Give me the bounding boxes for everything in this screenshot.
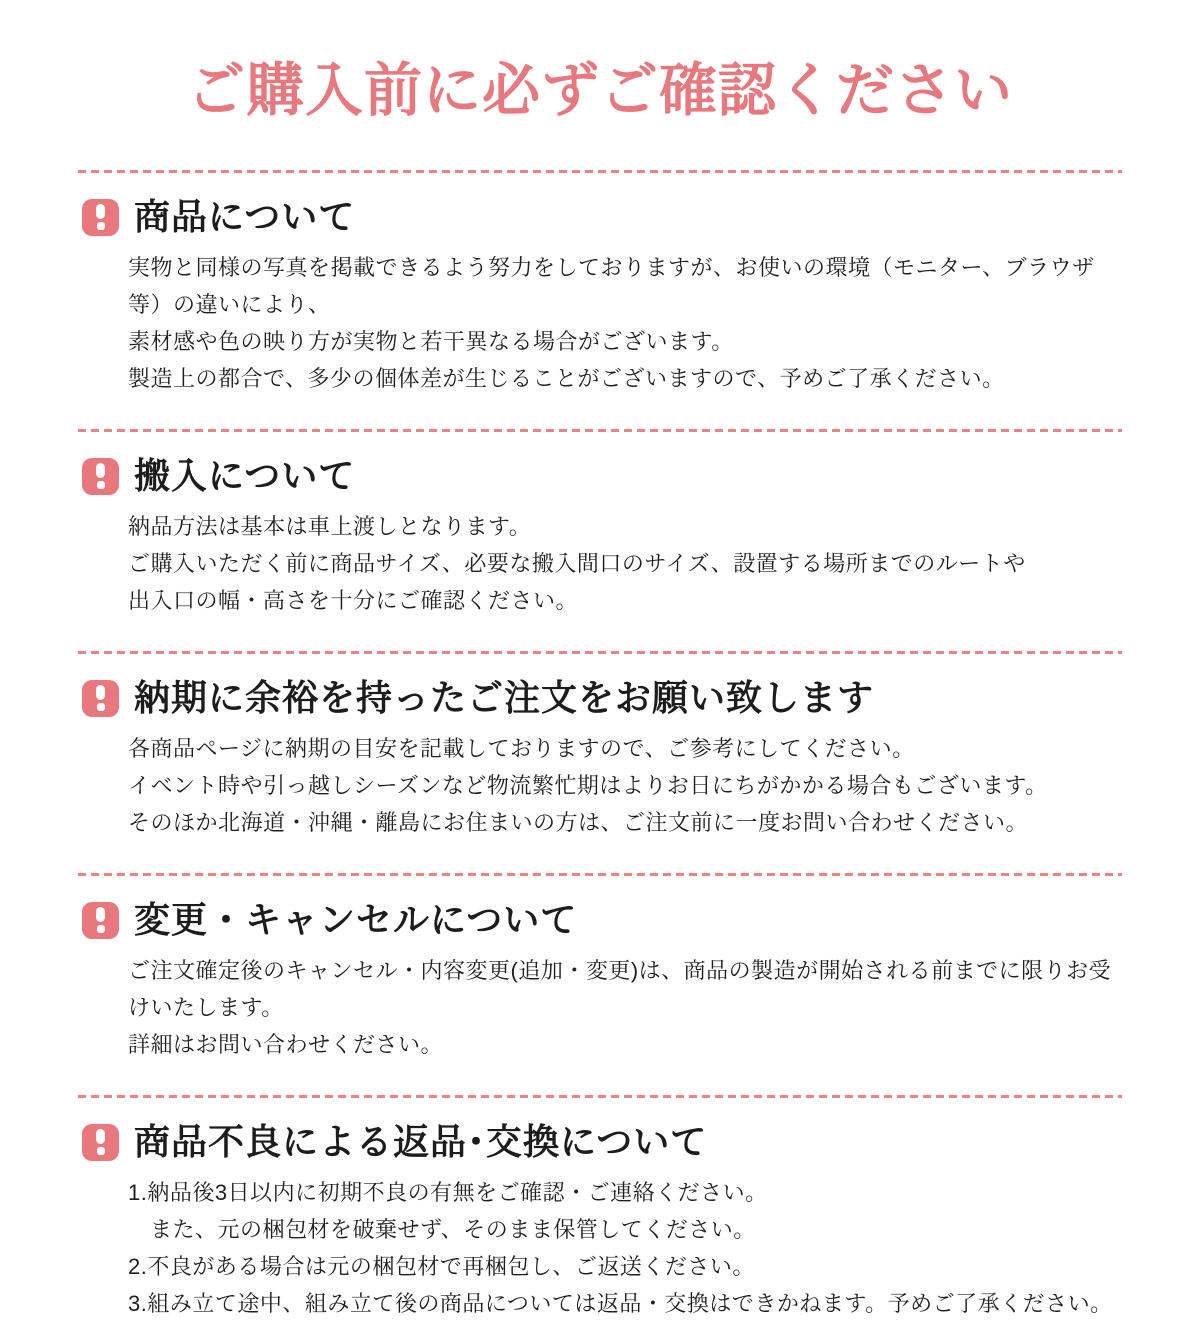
section-about-product <box>78 173 1122 413</box>
body-line: イベント時や引っ越しシーズンなど物流繁忙期はよりお日にちがかかる場合もございます。 <box>128 773 1048 799</box>
exclamation-dot <box>97 925 105 933</box>
body-line: 詳細はお問い合わせください。 <box>128 1032 444 1058</box>
body-line: 製造上の都合で、多少の個体差が生じることがございますので、予めご了承ください。 <box>128 366 1005 392</box>
body-line: 2.不良がある場合は元の梱包材で再梱包し、ご返送ください。 <box>128 1254 755 1280</box>
body-line: ご注文確定後のキャンセル・内容変更(追加・変更)は、商品の製造が開始される前までに限りお受けいたします。 <box>128 958 1112 1021</box>
section-title: 変更・キャンセルについて <box>134 899 578 941</box>
page-title: ご購入前に必ずご確認ください <box>186 58 1013 123</box>
exclamation-bar <box>96 1129 105 1144</box>
body-line: 各商品ページに納期の目安を記載しておりますので、ご参考にしてください。 <box>128 736 915 762</box>
exclamation-bar <box>96 204 105 219</box>
exclamation-icon <box>82 902 119 939</box>
section-heading <box>82 195 1122 239</box>
body-line: 3.組み立て途中、組み立て後の商品については返品・交換はできかねます。予めご了承ください。 <box>128 1291 1113 1317</box>
exclamation-icon <box>82 1124 119 1161</box>
section-body <box>128 730 1122 841</box>
section-title: 納期に余裕を持ったご注文をお願い致します <box>134 677 875 719</box>
section-heading <box>82 454 1122 498</box>
body-line: また、元の梱包材を破棄せず、そのまま保管してください。 <box>150 1217 756 1243</box>
body-line: ご購入いただく前に商品サイズ、必要な搬入間口のサイズ、設置する場所までのルートや <box>128 551 1026 577</box>
section-delivery <box>78 432 1122 635</box>
body-line: 出入口の幅・高さを十分にご確認ください。 <box>128 588 579 614</box>
exclamation-icon <box>82 458 119 495</box>
exclamation-dot <box>97 1147 105 1155</box>
exclamation-icon <box>82 680 119 717</box>
exclamation-bar <box>96 463 105 478</box>
section-heading <box>82 676 1122 720</box>
section-return-exchange <box>78 1098 1122 1338</box>
exclamation-icon <box>82 199 119 236</box>
section-heading <box>82 1120 1122 1164</box>
section-body <box>128 249 1122 397</box>
section-title: 搬入について <box>134 455 356 497</box>
exclamation-dot <box>97 481 105 489</box>
body-line: 納品方法は基本は車上渡しとなります。 <box>128 514 532 540</box>
body-line: そのほか北海道・沖縄・離島にお住まいの方は、ご注文前に一度お問い合わせください。 <box>128 810 1029 836</box>
section-body <box>128 952 1122 1063</box>
section-title: 商品不良による返品･交換について <box>134 1121 708 1163</box>
notice-page <box>0 50 1200 1317</box>
exclamation-dot <box>97 703 105 711</box>
section-title: 商品について <box>134 196 356 238</box>
section-lead-time <box>78 654 1122 857</box>
exclamation-bar <box>96 685 105 700</box>
section-body <box>128 508 1122 619</box>
exclamation-bar <box>96 907 105 922</box>
body-line: 実物と同様の写真を掲載できるよう努力をしておりますが、お使いの環境（モニター、ブラウザ等）の違いにより、 <box>128 255 1095 318</box>
section-change-cancel <box>78 876 1122 1079</box>
body-line: 素材感や色の映り方が実物と若干異なる場合がございます。 <box>128 329 734 355</box>
section-heading <box>82 898 1122 942</box>
exclamation-dot <box>97 222 105 230</box>
section-body <box>128 1174 1122 1322</box>
body-line: 1.納品後3日以内に初期不良の有無をご確認・ご連絡ください。 <box>128 1180 768 1206</box>
